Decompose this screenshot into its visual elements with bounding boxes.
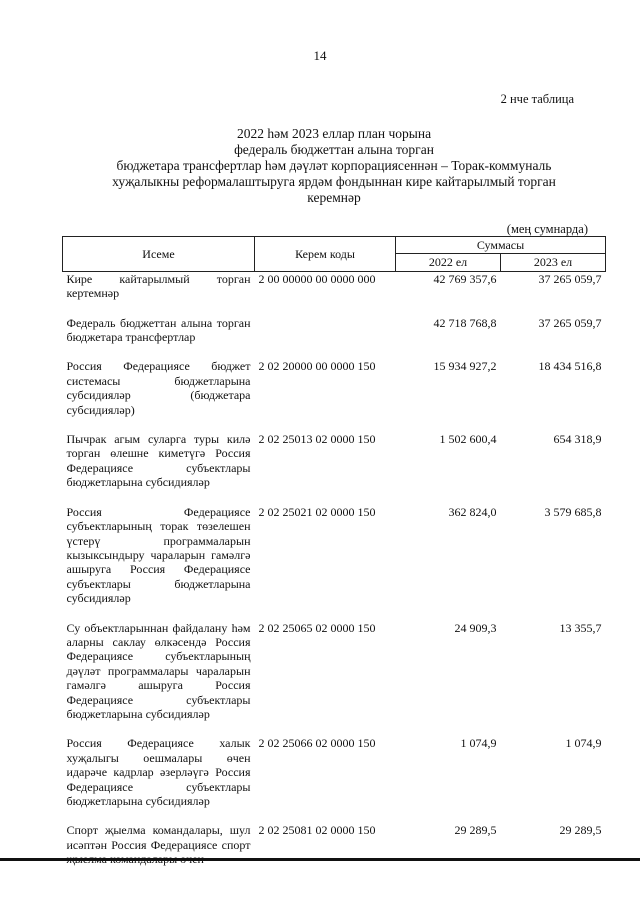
row-value-2023: 29 289,5 — [559, 823, 602, 838]
revenue-table — [62, 236, 606, 867]
row-value-2022: 362 824,0 — [448, 504, 497, 519]
row-value-2022: 42 718 768,8 — [433, 315, 497, 330]
table-row — [63, 736, 606, 823]
row-code: 2 02 25081 02 0000 150 — [258, 823, 376, 838]
row-name: Пычрак агым суларга туры килә торган өлешне киметүгә Россия Федерациясе субъектлары бюджетларына субсидияләр — [66, 432, 251, 490]
row-value-2022: 24 909,3 — [454, 620, 497, 635]
row-name: Федераль бюджеттан алына торган бюджетара трансфертлар — [66, 315, 251, 345]
row-name: Су объектларыннан файдалану һәм аларны саклау өлкәсендә Россия Федерациясе субъектларының дәүләт программалары чараларын гамәлгә ашыруга Россия Федерациясе субъектлары бюджетларына субсидияләр — [66, 620, 251, 721]
row-value-2023: 1 074,9 — [565, 736, 602, 751]
row-name: Кире кайтарылмый торган кертемнәр — [66, 271, 251, 301]
title-line-4: хуҗалыкны реформалаштыруга ярдәм фондыннан кире кайтарылмый торган — [112, 174, 556, 189]
row-name: Россия Федерациясе халык хуҗалыгы оешмалары өчен идарәче кадрлар әзерләүгә Россия Федерациясе субъектлары бюджетларына субсидияләр — [66, 736, 251, 808]
table-row — [63, 316, 606, 360]
row-value-2023: 37 265 059,7 — [538, 315, 602, 330]
table-row — [63, 621, 606, 737]
row-code: 2 02 25065 02 0000 150 — [258, 620, 376, 635]
title-line-5: керемнәр — [307, 190, 361, 205]
row-value-2023: 13 355,7 — [559, 620, 602, 635]
row-value-2023: 3 579 685,8 — [544, 504, 602, 519]
table-row — [63, 432, 606, 505]
row-value-2023: 37 265 059,7 — [538, 271, 602, 286]
row-code: 2 02 25066 02 0000 150 — [258, 736, 376, 751]
row-name: Спорт җыелма командалары, шул исәптән Россия Федерациясе спорт — [66, 823, 251, 852]
header-sum: Суммасы — [396, 237, 606, 254]
header-year-2022: 2022 ел — [396, 254, 501, 271]
page-number: 14 — [313, 48, 327, 63]
row-code: 2 02 25013 02 0000 150 — [258, 432, 376, 447]
bottom-rule — [0, 858, 640, 861]
header-code: Керем коды — [255, 237, 396, 272]
title-line-3: бюджетара трансфертлар һәм дәүләт корпорациясеннән – Торак-коммуналь — [116, 158, 552, 173]
table-header — [63, 237, 606, 272]
header-year-2023: 2023 ел — [501, 254, 606, 271]
row-code: 2 02 20000 00 0000 150 — [258, 359, 376, 374]
table-row — [63, 359, 606, 432]
title-line-1: 2022 һәм 2023 еллар план чорына — [236, 126, 432, 141]
title-line-2: федераль бюджеттан алына торган — [234, 142, 434, 157]
row-code — [255, 316, 396, 360]
table-reference: 2 нче таблица — [500, 92, 574, 106]
table-body — [63, 271, 606, 866]
row-name: Россия Федерациясе субъектларының торак төзелешен үстерү программаларын кызыксындыру чараларын гамәлгә ашыруга Россия Федерациясе субъектлары бюджетларына субсидияләр — [66, 504, 251, 606]
row-value-2022: 1 502 600,4 — [439, 432, 497, 447]
table-row — [63, 271, 606, 315]
header-name: Исеме — [63, 237, 255, 272]
row-code: 2 02 25021 02 0000 150 — [258, 504, 376, 519]
row-value-2022: 1 074,9 — [460, 736, 497, 751]
row-value-2022: 42 769 357,6 — [433, 271, 497, 286]
row-value-2023: 654 318,9 — [553, 432, 602, 447]
units-note: (мең сумнарда) — [506, 222, 588, 236]
document-title — [62, 126, 606, 206]
row-value-2022: 29 289,5 — [454, 823, 497, 838]
row-value-2022: 15 934 927,2 — [433, 359, 497, 374]
row-value-2023: 18 434 516,8 — [538, 359, 602, 374]
row-name: Россия Федерациясе бюджет системасы бюджетларына субсидияләр (бюджетара субсидияләр) — [66, 359, 251, 417]
table-row — [63, 505, 606, 621]
row-code: 2 00 00000 00 0000 000 — [258, 271, 376, 286]
